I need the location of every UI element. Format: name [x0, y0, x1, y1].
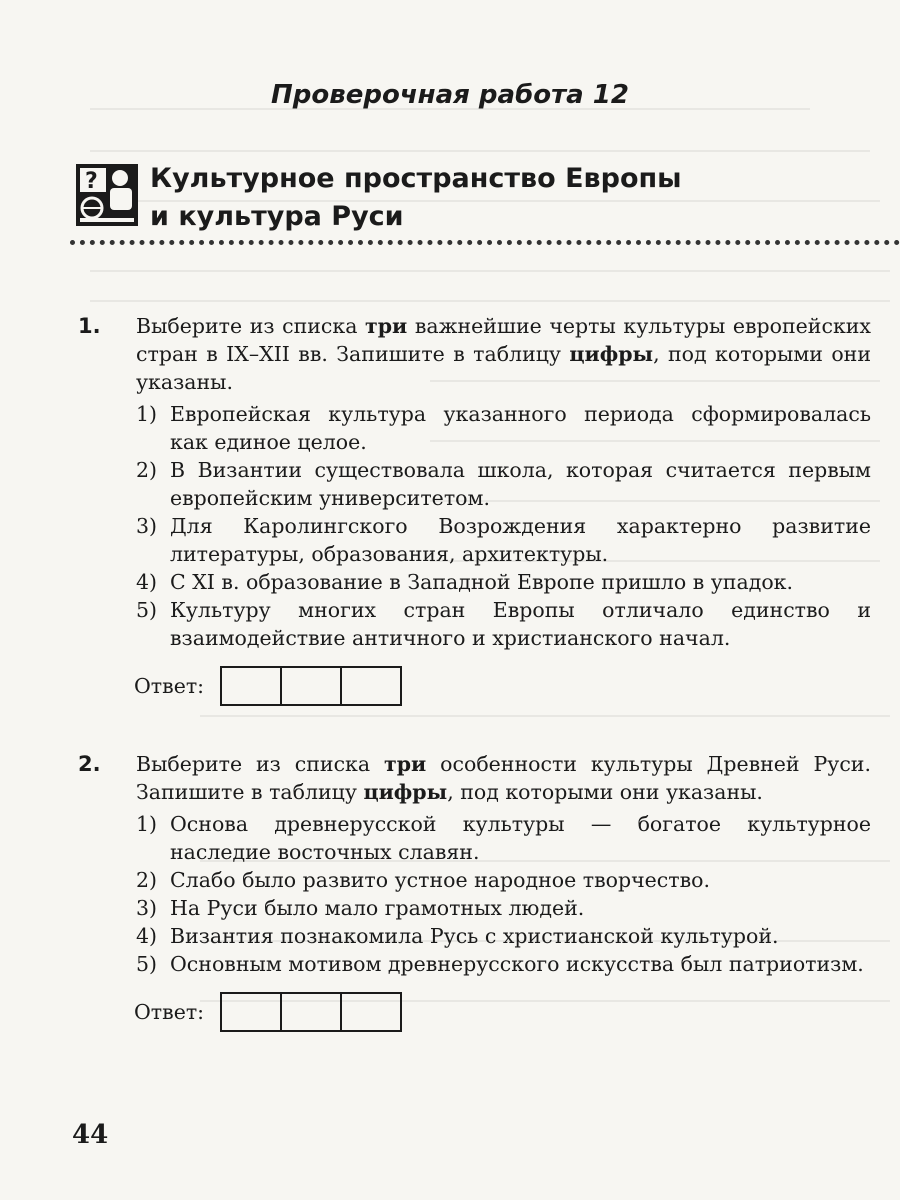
answer-cell[interactable]	[342, 668, 400, 704]
answer-cell[interactable]	[282, 668, 342, 704]
question-figure-icon	[76, 164, 138, 226]
option-text: Для Каролингского Возрождения характерно развитие литературы, образования, архитектуры.	[170, 514, 871, 566]
options-list	[136, 810, 871, 978]
option-text: Культуру многих стран Европы отличало единство и взаимодействие античного и христианского начал.	[170, 598, 871, 650]
question-emphasis: три	[384, 752, 427, 776]
option-item	[136, 950, 871, 978]
answer-table	[220, 992, 402, 1032]
option-text: Европейская культура указанного периода сформировалась как единое целое.	[170, 402, 871, 454]
page-number: 44	[72, 1120, 109, 1150]
question-emphasis: цифры	[569, 342, 654, 366]
topic-title	[150, 160, 682, 236]
topic-heading	[76, 160, 682, 236]
task-2	[78, 750, 878, 1032]
question-text: особенности культуры Древней Руси. Запишите в таблицу	[136, 752, 871, 804]
option-number: 5)	[136, 952, 158, 976]
option-number: 1)	[136, 812, 158, 836]
answer-label: Ответ:	[134, 1000, 205, 1024]
option-item	[136, 810, 871, 866]
question-text: Выберите из списка	[136, 752, 384, 776]
option-item	[136, 894, 871, 922]
answer-row	[134, 666, 871, 706]
svg-text:?: ?	[85, 169, 98, 194]
option-number: 3)	[136, 896, 158, 920]
question-emphasis: три	[365, 314, 408, 338]
option-number: 2)	[136, 868, 158, 892]
option-number: 5)	[136, 598, 158, 622]
question-emphasis: цифры	[363, 780, 448, 804]
option-text: Слабо было развито устное народное творчество.	[170, 868, 711, 892]
answer-row	[134, 992, 871, 1032]
task-question	[136, 750, 871, 806]
option-number: 2)	[136, 458, 158, 482]
option-text: На Руси было мало грамотных людей.	[170, 896, 585, 920]
option-text: Основа древнерусской культуры — богатое культурное наследие восточных славян.	[170, 812, 871, 864]
topic-title-line2: и культура Руси	[150, 201, 404, 232]
option-item	[136, 922, 871, 950]
question-text: важнейшие черты культуры европейских стран в IX–XII вв. Запишите в таблицу	[136, 314, 871, 366]
answer-label: Ответ:	[134, 674, 205, 698]
option-number: 4)	[136, 924, 158, 948]
options-list	[136, 400, 871, 652]
option-item	[136, 596, 871, 652]
task-question	[136, 312, 871, 396]
answer-cell[interactable]	[222, 668, 282, 704]
answer-cell[interactable]	[282, 994, 342, 1030]
dotted-divider	[70, 240, 900, 245]
work-title: Проверочная работа 12	[271, 80, 629, 110]
option-item	[136, 400, 871, 456]
task-number: 2.	[78, 752, 101, 776]
option-item	[136, 456, 871, 512]
question-text: Выберите из списка	[136, 314, 366, 338]
option-item	[136, 866, 871, 894]
task-number: 1.	[78, 314, 101, 338]
option-number: 3)	[136, 514, 158, 538]
option-text: С XI в. образование в Западной Европе пришло в упадок.	[170, 570, 793, 594]
topic-title-line1: Культурное пространство Европы	[150, 163, 682, 194]
option-item	[136, 512, 871, 568]
option-number: 1)	[136, 402, 158, 426]
answer-table	[220, 666, 402, 706]
option-text: В Византии существовала школа, которая считается первым европейским университетом.	[170, 458, 871, 510]
answer-cell[interactable]	[222, 994, 282, 1030]
question-text: , под которыми они указаны.	[447, 780, 763, 804]
question-text: , под которыми они указаны.	[136, 342, 871, 394]
option-item	[136, 568, 871, 596]
option-text: Византия познакомила Русь с христианской культурой.	[170, 924, 779, 948]
option-number: 4)	[136, 570, 158, 594]
answer-cell[interactable]	[342, 994, 400, 1030]
option-text: Основным мотивом древнерусского искусства был патриотизм.	[170, 952, 864, 976]
task-1	[78, 312, 878, 706]
